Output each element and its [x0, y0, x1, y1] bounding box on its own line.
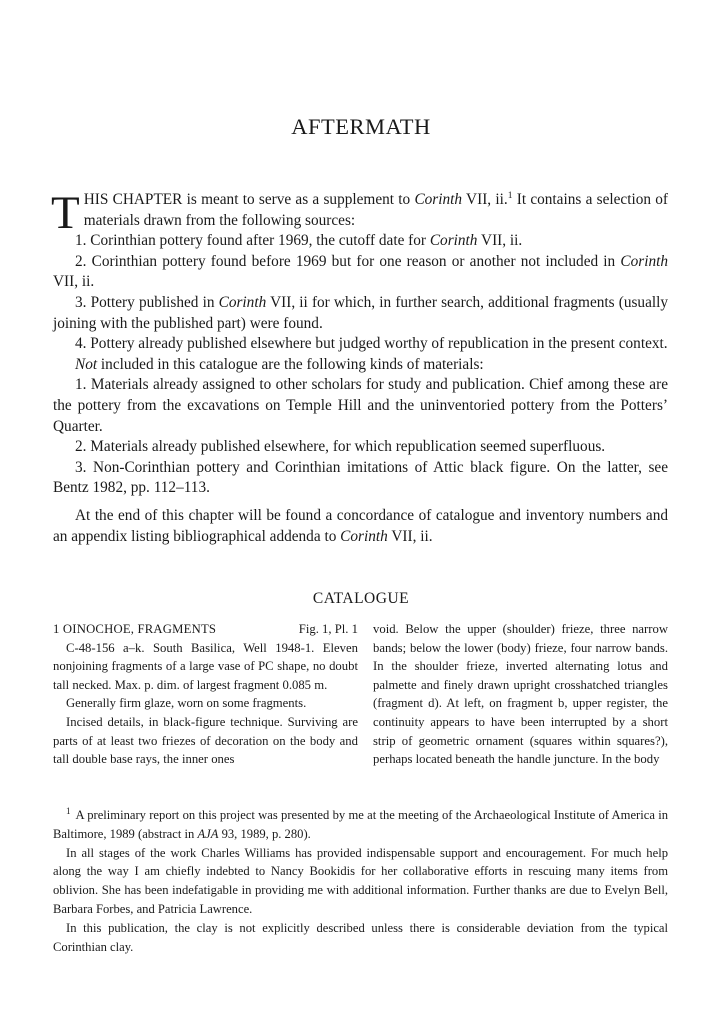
- item-text: included in this catalogue are the following kinds of materials:: [97, 355, 484, 373]
- item-text: VII, ii for which, in further search, additional fragments (usually joining with the published part) were found.: [53, 293, 669, 332]
- entry-decoration-continued: void. Below the upper (shoulder) frieze, three narrow bands; below the lower (body) frieze, four narrow bands. In the shoulder frieze, inverted alternating lotus and palmette and finely drawn upright crosshatched triangles (fragment d). At left, on fragment b, upper register, the continuity appears to have been interrupted by a short strip of geometric ornament (squares within squares?), perhaps located beneath the handle juncture. In the body: [373, 622, 668, 767]
- entry-glaze: Generally firm glaze, worn on some fragments.: [66, 696, 307, 711]
- intro-text: It contains a selection of materials drawn from the following sources:: [83, 191, 669, 229]
- source-item-2: [53, 252, 668, 293]
- source-item-1: [53, 231, 668, 252]
- item-text: VII, ii.: [53, 273, 95, 291]
- entry-inventory: C-48-156 a–k. South Basilica, Well 1948-1. Eleven nonjoining fragments of a large vase of PC shape, no doubt tall necked. Max. p. dim. of largest fragment 0.085 m.: [53, 640, 358, 692]
- footnote-1: [53, 806, 668, 844]
- item-italic: Corinth: [429, 232, 478, 250]
- item-italic: Corinth: [218, 293, 267, 311]
- intro-paragraph: [51, 187, 669, 239]
- entry-title: 1 OINOCHOE, FRAGMENTS: [53, 622, 217, 636]
- exclusion-item-3: 3. Non-Corinthian pottery and Corinthian imitations of Attic black figure. On the latter, see Bentz 1982, pp. 112–113.: [53, 458, 668, 497]
- chapter-title: AFTERMATH: [291, 114, 431, 139]
- exclusions-lead: [53, 355, 668, 376]
- catalogue-heading: CATALOGUE: [312, 590, 410, 607]
- footnote-italic: AJA: [197, 826, 219, 841]
- exclusion-item-2: 2. Materials already published elsewhere, for which republication seemed superfluous.: [75, 438, 606, 456]
- footnote-ref[interactable]: 1: [507, 190, 513, 201]
- drop-cap: T: [51, 187, 80, 239]
- intro-italic: Corinth: [414, 191, 463, 208]
- item-text: 1. Corinthian pottery found after 1969, the cutoff date for: [75, 232, 430, 250]
- intro-text: HIS CHAPTER is meant to serve as a supplement to: [83, 191, 415, 208]
- intro-text: VII, ii.: [462, 191, 508, 208]
- item-italic: Not: [75, 355, 98, 373]
- item-text: 2. Corinthian pottery found before 1969 but for one reason or another not included in: [75, 252, 621, 270]
- footnote-text: 93, 1989, p. 280).: [218, 826, 311, 841]
- exclusion-item-1: 1. Materials already assigned to other scholars for study and publication. Chief among these are the pottery from the excavations on Temple Hill and the uninventoried pottery from the Potters’ Quarter.: [53, 376, 668, 435]
- catalogue-column-left: [53, 620, 358, 769]
- catalogue-column-right: [373, 620, 668, 769]
- entry-header: [53, 620, 358, 639]
- footnote-mark: 1: [66, 805, 71, 816]
- item-italic: Corinth: [620, 252, 668, 270]
- chapter-introduction: [51, 187, 669, 547]
- footnote-text: A preliminary report on this project was presented by me at the meeting of the Archaeological Institute of America in Baltimore, 1989 (abstract in: [53, 808, 668, 841]
- item-italic: Corinth: [340, 527, 388, 545]
- footnote-clay-note: In this publication, the clay is not explicitly described unless there is considerable deviation from the typical Corinthian clay.: [53, 920, 668, 954]
- source-item-4: 4. Pottery already published elsewhere but judged worthy of republication in the present context.: [75, 335, 668, 353]
- closing-paragraph: [53, 506, 668, 547]
- entry-decoration: Incised details, in black-figure technique. Surviving are parts of at least two friezes of decoration on the body and tall double base rays, the inner ones: [53, 714, 358, 767]
- footnote-acknowledgements: In all stages of the work Charles Williams has provided indispensable support and encouragement. For much help along the way I am chiefly indebted to Nancy Bookidis for her collaborative efforts in rescuing many items from oblivion. She has been indefatigable in providing me with additional information. Further thanks are due to Evelyn Bell, Barbara Forbes, and Patricia Lawrence.: [53, 845, 668, 916]
- item-text: At the end of this chapter will be found a concordance of catalogue and inventory numbers and an appendix listing bibliographical addenda to: [53, 506, 668, 545]
- item-text: 3. Pottery published in: [75, 293, 219, 311]
- item-text: VII, ii.: [387, 527, 433, 545]
- item-text: VII, ii.: [477, 232, 523, 250]
- source-item-3: [53, 293, 668, 334]
- figure-reference[interactable]: Fig. 1, Pl. 1: [298, 622, 358, 636]
- footnotes: [53, 806, 668, 956]
